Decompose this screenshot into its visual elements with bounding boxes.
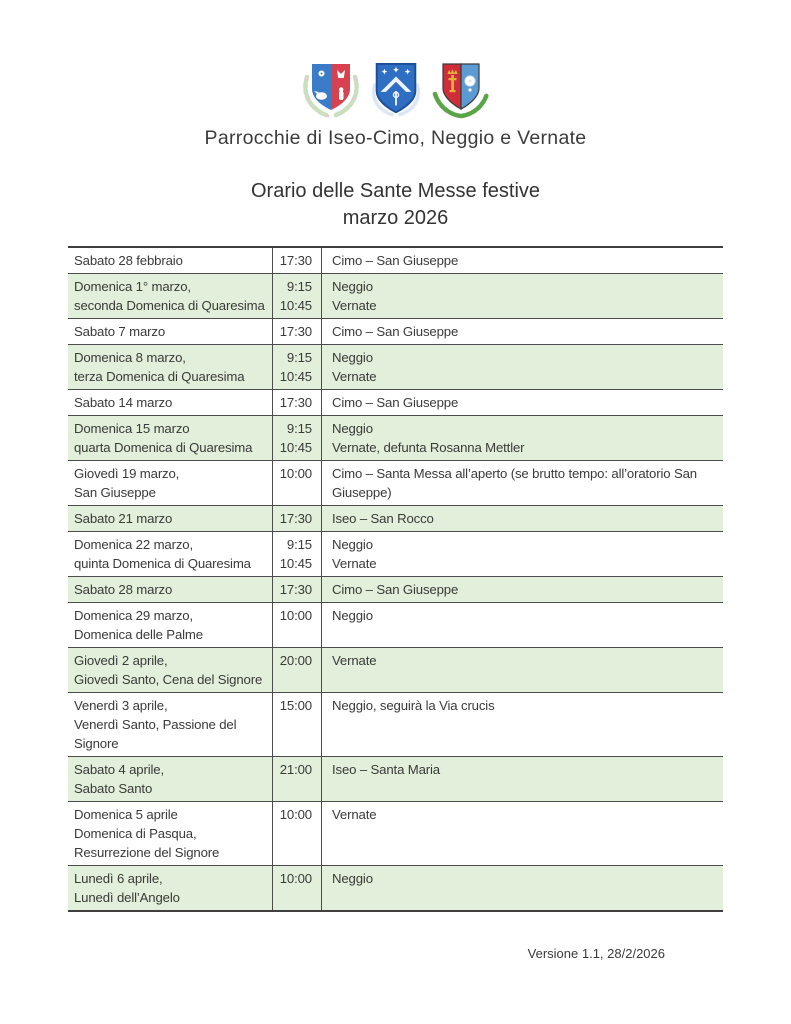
time-cell: [272, 648, 322, 692]
schedule-title: [0, 178, 791, 231]
location-cell: [322, 319, 723, 344]
time-cell-line: 17:30: [279, 395, 312, 410]
time-cell-line: 10:45: [279, 440, 312, 455]
time-cell-line: 17:30: [279, 582, 312, 597]
location-cell: [322, 866, 723, 910]
date-cell-line: Giovedì 2 aprile,: [74, 653, 168, 668]
location-cell-line: Vernate: [332, 556, 377, 571]
date-cell-line: terza Domenica di Quaresima: [74, 369, 245, 384]
location-cell-line: Neggio: [332, 350, 373, 365]
date-cell-line: Domenica 15 marzo: [74, 421, 190, 436]
time-cell-line: 10:00: [279, 466, 312, 481]
location-cell: [322, 603, 723, 647]
time-cell-line: 9:15: [286, 537, 312, 552]
location-cell-line: Neggio: [332, 421, 373, 436]
time-cell: [272, 577, 322, 602]
time-cell-line: 9:15: [286, 350, 312, 365]
date-cell-line: quinta Domenica di Quaresima: [74, 556, 251, 571]
location-cell-line: Cimo – San Giuseppe: [332, 395, 459, 410]
time-cell-line: 9:15: [286, 421, 312, 436]
location-cell-line: Neggio: [332, 537, 373, 552]
time-cell: [272, 693, 322, 756]
date-cell-line: Domenica 1° marzo,: [74, 279, 191, 294]
time-cell-line: 10:00: [279, 871, 312, 886]
time-cell-line: 10:00: [279, 608, 312, 623]
time-cell: [272, 603, 322, 647]
date-cell-line: Domenica 22 marzo,: [74, 537, 193, 552]
location-cell-line: Iseo – Santa Maria: [332, 762, 440, 777]
location-cell-line: Vernate: [332, 807, 377, 822]
coat-of-arms-row: [0, 0, 791, 119]
time-cell: [272, 248, 322, 273]
date-cell: [68, 648, 272, 692]
date-cell: [68, 802, 272, 865]
date-cell-line: Domenica delle Palme: [74, 627, 203, 642]
date-cell-line: Resurrezione del Signore: [74, 845, 220, 860]
date-cell-line: quarta Domenica di Quaresima: [74, 440, 253, 455]
date-cell-line: Venerdì 3 aprile,: [74, 698, 168, 713]
version-note: Versione 1.1, 28/2/2026: [527, 946, 665, 961]
location-cell-line: Vernate: [332, 653, 377, 668]
schedule-row: [68, 390, 723, 416]
location-cell: [322, 248, 723, 273]
date-cell-line: Sabato 14 marzo: [74, 395, 173, 410]
schedule-row: [68, 461, 723, 506]
schedule-row: [68, 506, 723, 532]
time-cell: [272, 506, 322, 531]
page-title: Parrocchie di Iseo-Cimo, Neggio e Vernate: [204, 127, 587, 149]
schedule-row: [68, 577, 723, 603]
schedule-row: [68, 693, 723, 757]
date-cell-line: Lunedì 6 aprile,: [74, 871, 163, 886]
time-cell-line: 10:00: [279, 807, 312, 822]
location-cell: [322, 577, 723, 602]
time-cell: [272, 319, 322, 344]
location-cell-line: Cimo – San Giuseppe: [332, 253, 459, 268]
time-cell: [272, 802, 322, 865]
time-cell-line: 9:15: [286, 279, 312, 294]
schedule-row: [68, 866, 723, 910]
date-cell: [68, 390, 272, 415]
date-cell-line: Domenica 8 marzo,: [74, 350, 186, 365]
date-cell: [68, 461, 272, 505]
location-cell-line: Neggio: [332, 608, 373, 623]
date-cell: [68, 693, 272, 756]
time-cell-line: 15:00: [279, 698, 312, 713]
time-cell-line: 21:00: [279, 762, 312, 777]
time-cell: [272, 416, 322, 460]
location-cell-line: Neggio: [332, 871, 373, 886]
time-cell: [272, 390, 322, 415]
date-cell: [68, 319, 272, 344]
date-cell-line: Giovedì 19 marzo,: [74, 466, 180, 481]
date-cell-line: Sabato 28 febbraio: [74, 253, 183, 268]
time-cell: [272, 532, 322, 576]
date-cell: [68, 757, 272, 801]
time-cell: [272, 461, 322, 505]
location-cell-line: Cimo – San Giuseppe: [332, 324, 459, 339]
location-cell-line: Cimo – Santa Messa all’aperto (se brutto tempo: all’oratorio San Giuseppe): [332, 466, 697, 500]
date-cell: [68, 577, 272, 602]
schedule-row: [68, 319, 723, 345]
date-cell-line: Domenica 29 marzo,: [74, 608, 193, 623]
location-cell: [322, 693, 723, 756]
date-cell: [68, 532, 272, 576]
location-cell-line: Iseo – San Rocco: [332, 511, 434, 526]
time-cell-line: 17:30: [279, 253, 312, 268]
coat-of-arms-3-icon: [430, 61, 492, 119]
time-cell-line: 10:45: [279, 298, 312, 313]
location-cell: [322, 757, 723, 801]
date-cell-line: Signore: [74, 736, 119, 751]
date-cell: [68, 274, 272, 318]
schedule-title-line2: marzo 2026: [342, 206, 449, 229]
coat-of-arms-2-icon: [368, 61, 424, 119]
date-cell-line: Domenica di Pasqua,: [74, 826, 197, 841]
location-cell: [322, 345, 723, 389]
schedule-row: [68, 416, 723, 461]
date-cell-line: Lunedì dell’Angelo: [74, 890, 180, 905]
date-cell-line: Sabato Santo: [74, 781, 153, 796]
time-cell-line: 10:45: [279, 556, 312, 571]
date-cell-line: Sabato 7 marzo: [74, 324, 165, 339]
schedule-row: [68, 802, 723, 866]
schedule-row: [68, 532, 723, 577]
location-cell-line: Vernate: [332, 369, 377, 384]
time-cell: [272, 345, 322, 389]
schedule-title-line1: Orario delle Sante Messe festive: [250, 180, 541, 202]
time-cell: [272, 866, 322, 910]
location-cell-line: Neggio: [332, 279, 373, 294]
location-cell: [322, 802, 723, 865]
schedule-row: [68, 345, 723, 390]
location-cell: [322, 274, 723, 318]
date-cell: [68, 345, 272, 389]
time-cell: [272, 757, 322, 801]
date-cell: [68, 866, 272, 910]
schedule-row: [68, 603, 723, 648]
date-cell-line: seconda Domenica di Quaresima: [74, 298, 265, 313]
location-cell-line: Vernate, defunta Rosanna Mettler: [332, 440, 525, 455]
date-cell-line: Venerdì Santo, Passione del: [74, 717, 237, 732]
location-cell: [322, 390, 723, 415]
time-cell-line: 10:45: [279, 369, 312, 384]
mass-schedule-table: [68, 246, 723, 912]
schedule-row: [68, 274, 723, 319]
location-cell-line: Cimo – San Giuseppe: [332, 582, 459, 597]
date-cell-line: Giovedì Santo, Cena del Signore: [74, 672, 263, 687]
date-cell: [68, 603, 272, 647]
date-cell-line: Sabato 21 marzo: [74, 511, 173, 526]
schedule-row: [68, 757, 723, 802]
location-cell: [322, 416, 723, 460]
schedule-row: [68, 248, 723, 274]
time-cell-line: 17:30: [279, 324, 312, 339]
time-cell: [272, 274, 322, 318]
schedule-row: [68, 648, 723, 693]
date-cell: [68, 506, 272, 531]
date-cell-line: Domenica 5 aprile: [74, 807, 178, 822]
location-cell-line: Vernate: [332, 298, 377, 313]
location-cell: [322, 461, 723, 505]
location-cell-line: Neggio, seguirà la Via crucis: [332, 698, 495, 713]
coat-of-arms-1-icon: [300, 61, 362, 119]
location-cell: [322, 506, 723, 531]
date-cell: [68, 416, 272, 460]
date-cell-line: San Giuseppe: [74, 485, 156, 500]
time-cell-line: 20:00: [279, 653, 312, 668]
location-cell: [322, 532, 723, 576]
date-cell-line: Sabato 4 aprile,: [74, 762, 164, 777]
date-cell: [68, 248, 272, 273]
time-cell-line: 17:30: [279, 511, 312, 526]
location-cell: [322, 648, 723, 692]
date-cell-line: Sabato 28 marzo: [74, 582, 173, 597]
